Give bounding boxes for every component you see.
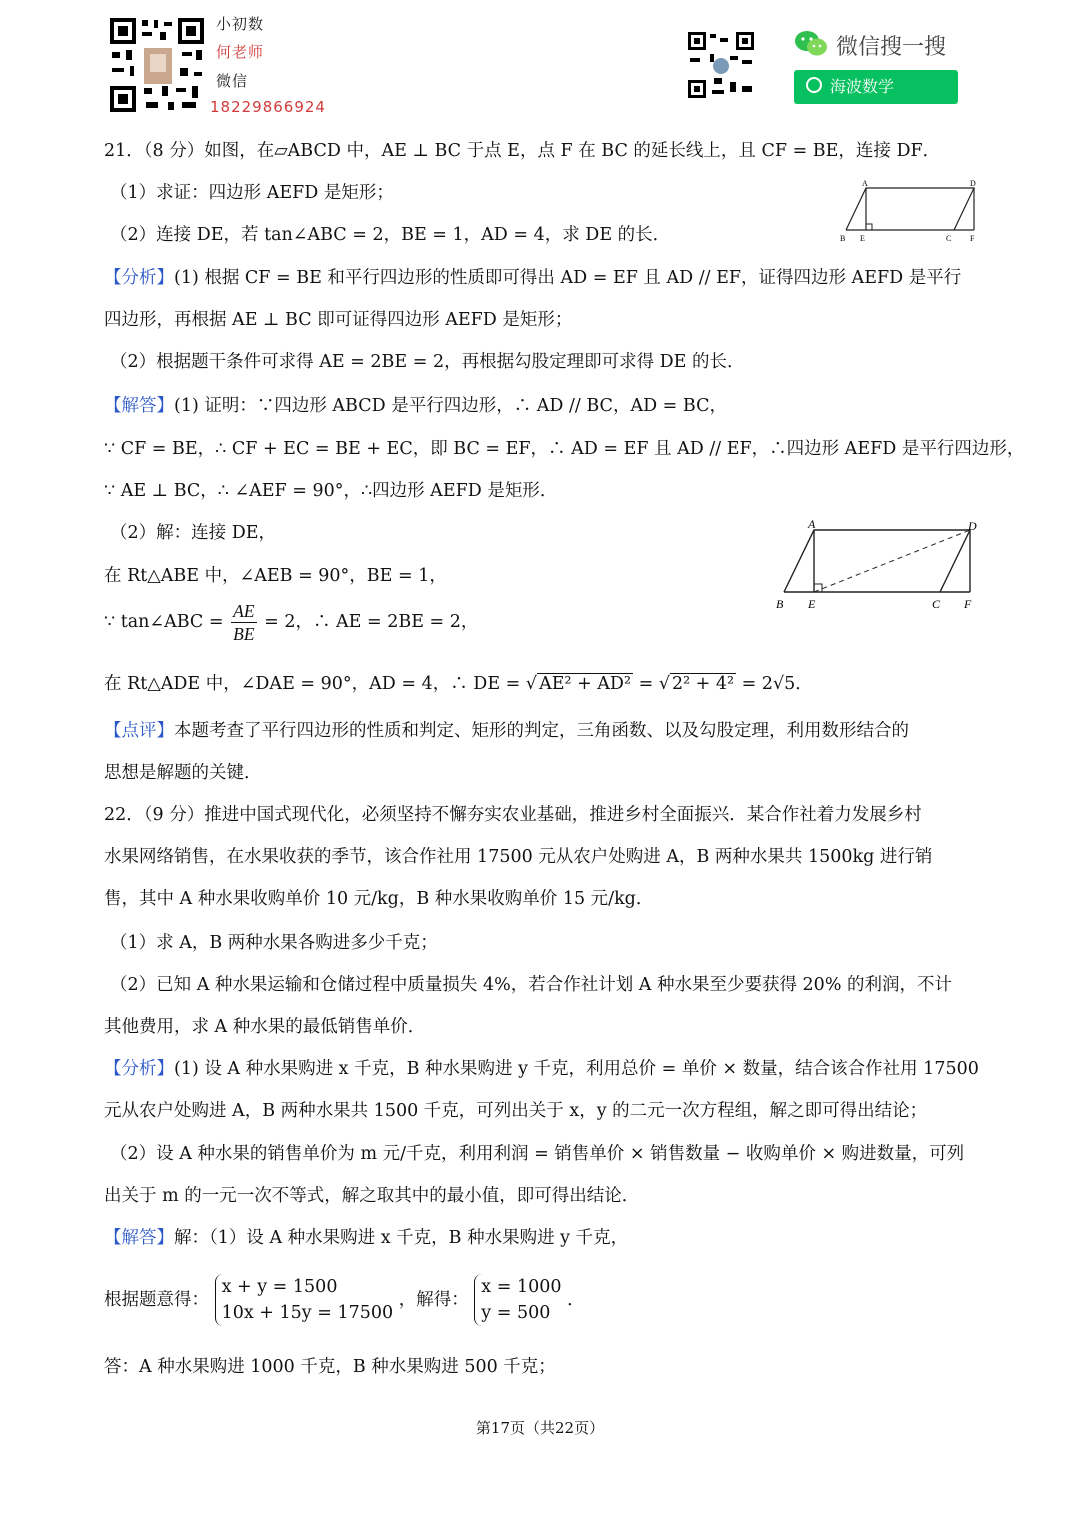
label-a-small: A [862,179,868,188]
q21-figure-large [770,516,980,620]
q22-stem-3: 售，其中 A 种水果收购单价 10 元/kg，B 种水果收购单价 15 元/kg． [104,889,654,909]
analysis-tag-22: 【分析】 [104,1059,174,1079]
search-button[interactable] [794,70,958,104]
phone-number: 18229866924 [210,98,326,116]
qr-code-left [108,16,206,114]
q22-part-1: （1）求 A，B 两种水果各购进多少千克； [110,933,438,953]
analysis-tag: 【分析】 [104,268,174,288]
search-icon [806,77,822,93]
sqrt-1: AE² + AD² [539,674,631,694]
q22-answer-1: 【解答】解：（1）设 A 种水果购进 x 千克，B 种水果购进 y 千克， [104,1228,629,1248]
q21-answer-3: ∵ AE ⊥ BC，∴ ∠AEF = 90°，∴四边形 AEFD 是矩形． [104,481,558,501]
q22-stem-1: 22．（9 分）推进中国式现代化，必须坚持不懈夯实农业基础，推进乡村全面振兴．某合作社着力发展乡村 [104,805,922,825]
q21-answer-7: 在 Rt△ADE 中，∠DAE = 90°，AD = 4，∴ DE = √ AE² + AD² = √ 2² + 4² = 2√5． [104,674,813,694]
label-d-small: D [970,179,976,188]
q21-answer-2: ∵ CF = BE，∴ CF + EC = BE + EC，即 BC = EF，∴ AD = EF 且 AD // EF，∴四边形 AEFD 是平行四边形， [104,439,1025,459]
q22-part-2-1: （2）已知 A 种水果运输和仓储过程中质量损失 4%，若合作社计划 A 种水果至少要获得 20% 的利润，不计 [110,975,953,995]
q22-analysis-2: 元从农户处购进 A，B 两种水果共 1500 千克，可列出关于 x，y 的二元一次方程组，解之即可得出结论； [104,1101,928,1121]
page-footer: 第17页（共22页） [475,1419,605,1437]
label-b-small: B [840,234,846,243]
fraction-ae-be: $\frac{AE}{BE}$ [233,601,255,644]
q21-part-1: （1）求证：四边形 AEFD 是矩形； [110,183,394,203]
q21-analysis-1: 【分析】(1) 根据 CF = BE 和平行四边形的性质即可得出 AD = EF 且 AD // EF，证得四边形 AEFD 是平行 [104,268,962,288]
q21-answer-4: （2）解：连接 DE， [110,523,277,543]
q21-comment-2: 思想是解题的关键． [104,763,262,783]
q22-analysis-4: 出关于 m 的一元一次不等式，解之取其中的最小值，即可得出结论． [104,1186,640,1206]
q22-answer-2: 根据题意得： x + y = 1500 10x + 15y = 17500 ，解得： x = 1000 y = 500 ． [104,1274,585,1326]
note-line-3: 微信 [216,72,249,90]
label-e: E [808,597,816,611]
sqrt-sign-2: √ [658,674,670,694]
equation-system: x + y = 1500 10x + 15y = 17500 [215,1274,394,1326]
qr-code-right [686,30,756,100]
q21-analysis-3: （2）根据题干条件可求得 AE = 2BE = 2，再根据勾股定理即可求得 DE 的长． [110,352,745,372]
label-a: A [808,517,816,531]
q21-answer-5: 在 Rt△ABE 中，∠AEB = 90°，BE = 1， [104,566,447,586]
sqrt-sign-1: √ [525,674,538,694]
q22-part-2-2: 其他费用，求 A 种水果的最低销售单价． [104,1017,426,1037]
label-c: C [932,597,941,611]
solution-system: x = 1000 y = 500 [474,1274,561,1326]
q21-answer-6: ∵ tan∠ABC = $\frac{AE}{BE}$ = 2，∴ AE = 2BE = 2， [104,601,479,644]
answer-tag-22: 【解答】 [104,1228,174,1248]
search-button-label: 海波数学 [830,77,895,96]
wechat-search-label: 微信搜一搜 [836,35,947,60]
label-d: D [968,519,977,533]
q22-stem-2: 水果网络销售，在水果收获的季节，该合作社用 17500 元从农户处购进 A，B 两种水果共 1500kg 进行销 [104,847,933,867]
q21-part-2: （2）连接 DE，若 tan∠ABC = 2，BE = 1，AD = 4，求 DE 的长． [110,225,671,245]
label-f: F [964,597,972,611]
label-b: B [776,597,784,611]
wechat-icon [794,30,828,62]
q22-analysis-3: （2）设 A 种水果的销售单价为 m 元/千克，利用利润 = 销售单价 × 销售数量 − 收购单价 × 购进数量，可列 [110,1144,965,1164]
q22-analysis-1: 【分析】(1) 设 A 种水果购进 x 千克，B 种水果购进 y 千克，利用总价 = 单价 × 数量，结合该合作社用 17500 [104,1059,979,1079]
q21-stem: 21．（8 分）如图，在▱ABCD 中，AE ⊥ BC 于点 E，点 F 在 BC 的延长线上，且 CF = BE，连接 DF． [104,141,941,161]
q21-answer-1: 【解答】(1) 证明：∵四边形 ABCD 是平行四边形，∴ AD // BC，AD = BC， [104,396,727,416]
note-line-2: 何老师 [216,43,265,61]
q21-figure-small [836,178,982,252]
q21-comment-1: 【点评】本题考查了平行四边形的性质和判定、矩形的判定，三角函数、以及勾股定理，利用数形结合的 [104,721,909,741]
label-f-small: F [970,234,975,243]
note-line-1: 小初数 [216,15,265,33]
q22-answer-3: 答：A 种水果购进 1000 千克，B 种水果购进 500 千克； [104,1357,556,1377]
q21-analysis-2: 四边形，再根据 AE ⊥ BC 即可证得四边形 AEFD 是矩形； [104,310,573,330]
comment-tag: 【点评】 [104,721,174,741]
label-e-small: E [860,234,865,243]
sqrt-2: 2² + 4² [671,674,735,694]
answer-tag: 【解答】 [104,396,174,416]
label-c-small: C [946,234,952,243]
